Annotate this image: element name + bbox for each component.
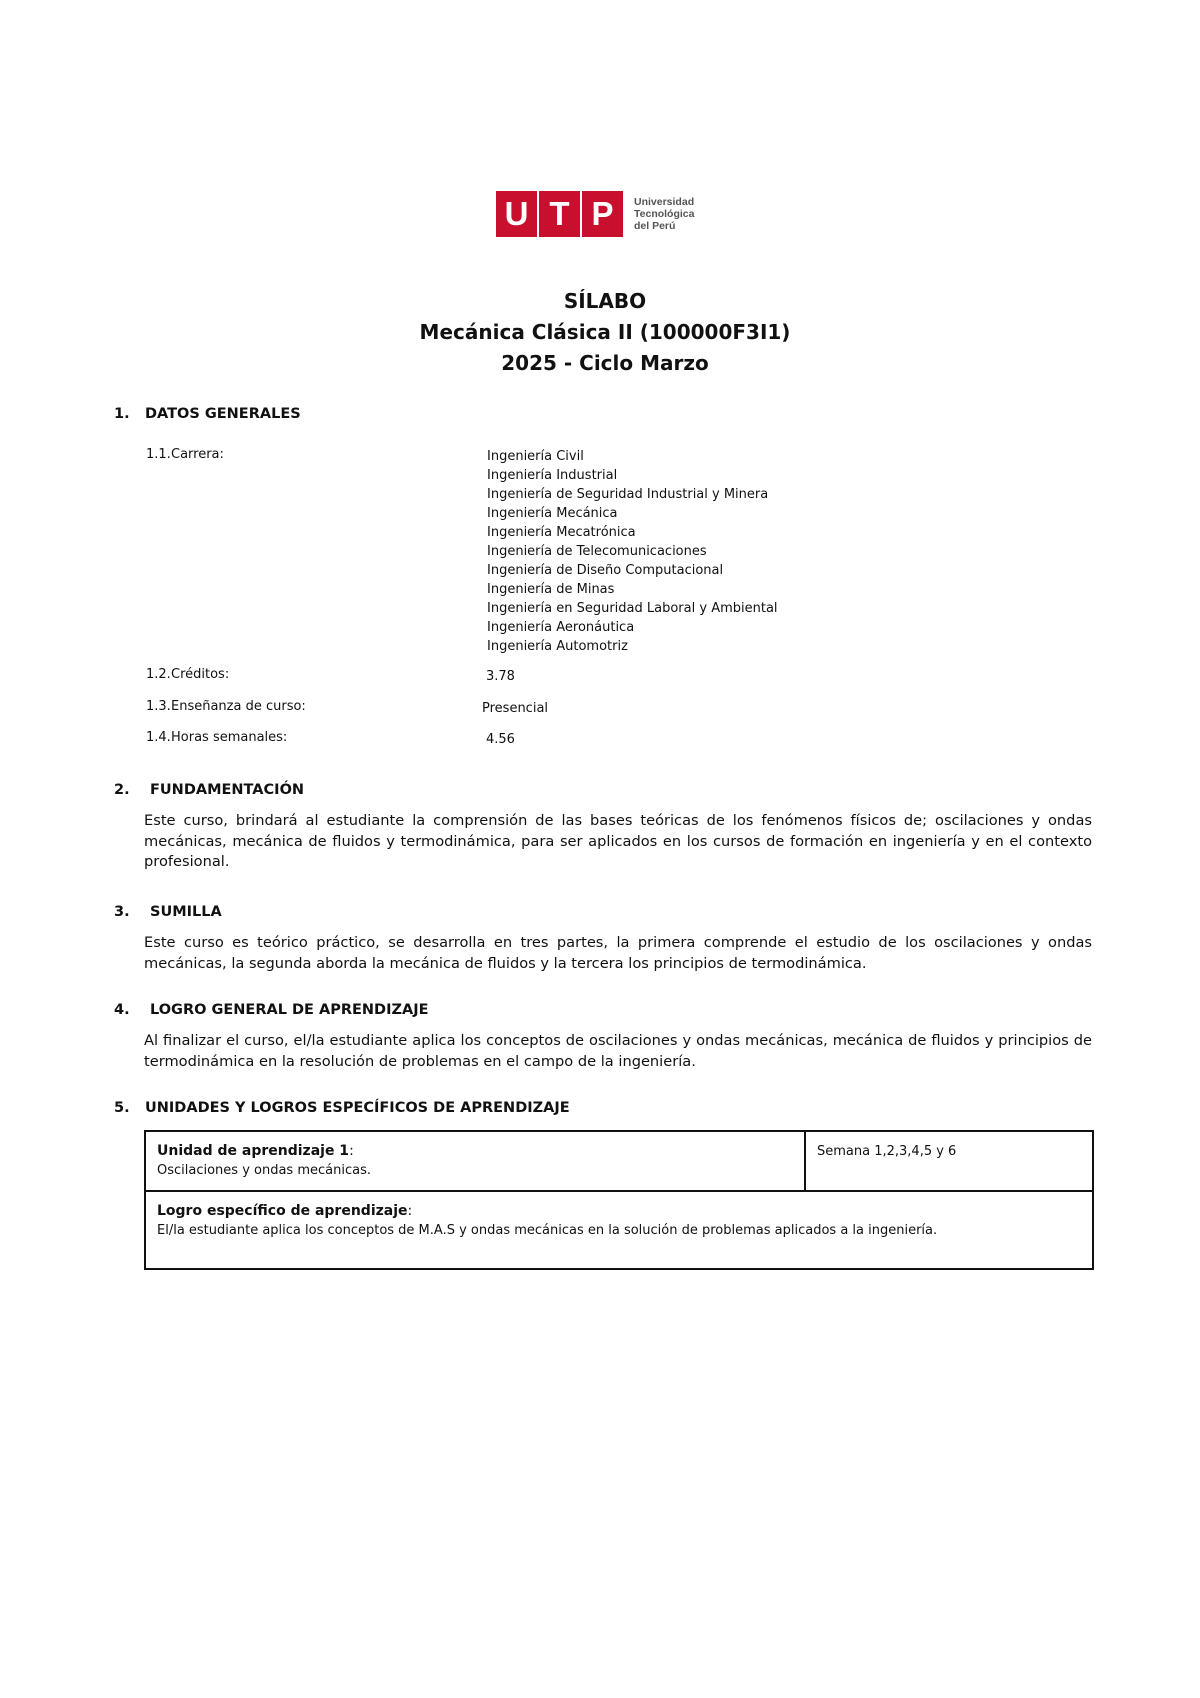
field-value: Presencial: [482, 701, 549, 716]
title-silabo: SÍLABO: [563, 289, 647, 313]
section-number: 1.: [114, 406, 130, 422]
career-list: [487, 447, 778, 656]
section-title: SUMILLA: [150, 904, 222, 920]
logro-especifico-title: [157, 1202, 1052, 1221]
career-item: Ingeniería en Seguridad Laboral y Ambiental: [487, 601, 778, 616]
unit-title: [157, 1142, 804, 1161]
field-ensenanza: [146, 699, 548, 718]
career-item: Ingeniería Automotriz: [487, 639, 628, 654]
section-heading-logro-general: [114, 1002, 429, 1018]
logo-letter-boxes: [496, 191, 625, 237]
logo-text-line: Universidad: [634, 196, 695, 208]
unit-logro-row: [146, 1192, 1092, 1268]
section-number: 2.: [114, 782, 130, 798]
logo-letter: P: [582, 191, 623, 237]
document-title: [0, 286, 1200, 379]
section-number: 4.: [114, 1002, 130, 1018]
section-heading-sumilla: [114, 904, 222, 920]
unit-title-colon: :: [349, 1143, 354, 1159]
sumilla-text: Este curso es teórico práctico, se desarrolla en tres partes, la primera comprende el estudio de los oscilaciones y ondas mecánicas, la segunda aborda la mecánica de fluidos y la tercera los principios de termodinámica.: [144, 934, 1092, 972]
field-carrera: [146, 447, 482, 462]
section-heading-fundamentacion: [114, 782, 304, 798]
field-value: 4.56: [486, 732, 515, 747]
section-title: UNIDADES Y LOGROS ESPECÍFICOS DE APRENDIZAJE: [145, 1100, 570, 1116]
career-item: Ingeniería Aeronáutica: [487, 620, 635, 635]
career-item: Ingeniería de Seguridad Industrial y Minera: [487, 487, 769, 502]
career-item: Ingeniería de Telecomunicaciones: [487, 544, 707, 559]
field-number: 1.3.: [146, 699, 171, 714]
field-number: 1.1.: [146, 447, 171, 462]
field-label: Carrera:: [171, 447, 224, 462]
career-item: Ingeniería Mecatrónica: [487, 525, 636, 540]
field-number: 1.2.: [146, 667, 171, 682]
unit-weeks-cell: [806, 1132, 1092, 1190]
section-heading-datos-generales: [114, 406, 301, 422]
career-item: Ingeniería Mecánica: [487, 506, 618, 521]
logro-especifico-text: El/la estudiante aplica los conceptos de M.A.S y ondas mecánicas en la solución de problemas aplicados a la ingeniería.: [157, 1223, 938, 1238]
career-item: Ingeniería Civil: [487, 449, 584, 464]
section-title: FUNDAMENTACIÓN: [150, 782, 305, 798]
logo-text-line: del Perú: [634, 220, 676, 232]
unit-title-cell: [146, 1132, 806, 1190]
logro-title-colon: :: [407, 1203, 413, 1219]
section-number: 3.: [114, 904, 130, 920]
title-course: Mecánica Clásica II (100000F3I1): [419, 320, 791, 344]
unit-subtitle: Oscilaciones y ondas mecánicas.: [157, 1163, 371, 1178]
unit-weeks: Semana 1,2,3,4,5 y 6: [817, 1144, 957, 1159]
logo-letter: T: [539, 191, 580, 237]
unit-title-text: Unidad de aprendizaje 1: [157, 1143, 350, 1159]
logo-letter: U: [496, 191, 537, 237]
logo-text-line: Tecnológica: [634, 208, 695, 220]
unit-header-row: [146, 1132, 1092, 1192]
section-title: DATOS GENERALES: [145, 406, 301, 422]
field-number: 1.4.: [146, 730, 171, 745]
fundamentacion-text: Este curso, brindará al estudiante la comprensión de las bases teóricas de los fenómenos físicos de; oscilaciones y ondas mecánicas, mecánica de fluidos y termodinámica, para ser aplicados en los cursos de formación en ingeniería y en el contexto profesional.: [144, 812, 1092, 870]
title-cycle: 2025 - Ciclo Marzo: [501, 351, 709, 375]
logro-general-text: Al finalizar el curso, el/la estudiante aplica los conceptos de oscilaciones y ondas mecánicas, mecánica de fluidos y principios de termodinámica en la resolución de problemas en el campo de la ingeniería.: [144, 1032, 1092, 1070]
field-creditos: [146, 667, 515, 686]
field-label: Créditos:: [171, 667, 230, 682]
field-label: Enseñanza de curso:: [171, 699, 306, 714]
field-value: 3.78: [486, 669, 515, 684]
unit-table: [144, 1130, 1094, 1270]
career-item: Ingeniería de Diseño Computacional: [487, 563, 724, 578]
section-number: 5.: [114, 1100, 130, 1116]
career-item: Ingeniería de Minas: [487, 582, 615, 597]
field-horas: [146, 730, 515, 749]
field-label: Horas semanales:: [171, 730, 288, 745]
career-item: Ingeniería Industrial: [487, 468, 618, 483]
section-heading-unidades: [114, 1100, 570, 1116]
logo-wordmark: [634, 196, 694, 232]
utp-logo: [496, 191, 694, 237]
logro-title-text: Logro específico de aprendizaje: [157, 1203, 408, 1219]
section-title: LOGRO GENERAL DE APRENDIZAJE: [150, 1002, 429, 1018]
